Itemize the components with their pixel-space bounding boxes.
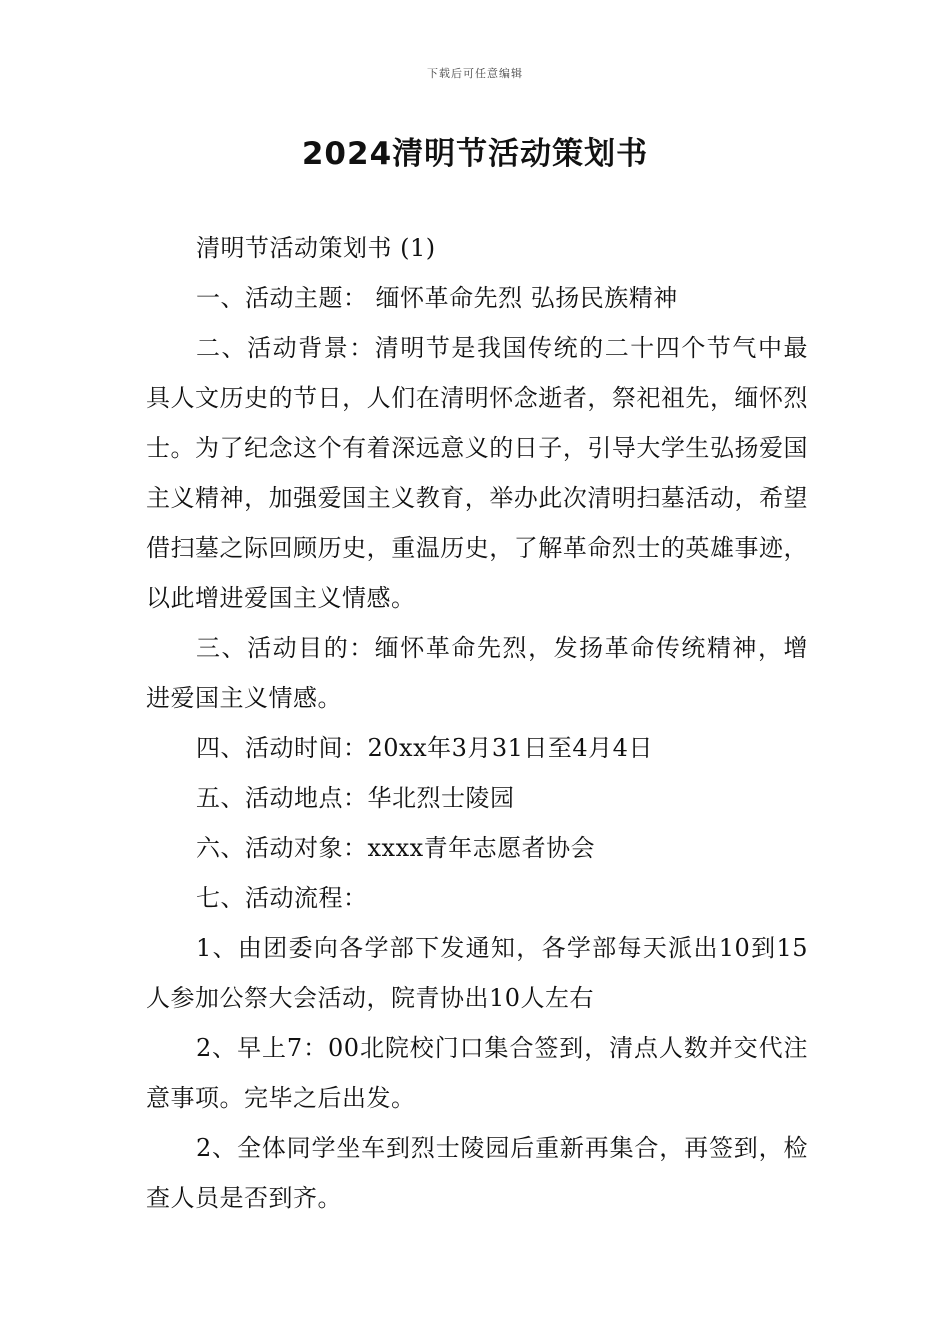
paragraph-step-2: 2、早上7：00北院校门口集合签到，清点人数并交代注意事项。完毕之后出发。 bbox=[146, 1034, 808, 1112]
paragraph-process-heading: 七、活动流程： bbox=[196, 884, 368, 912]
document-title: 2024清明节活动策划书 bbox=[301, 136, 649, 172]
paragraph-subtitle: 清明节活动策划书 (1) bbox=[196, 234, 436, 262]
paragraph-step-1: 1、由团委向各学部下发通知，各学部每天派出10到15人参加公祭大会活动，院青协出10人左右 bbox=[146, 934, 808, 1012]
paragraph-location: 五、活动地点：华北烈士陵园 bbox=[196, 784, 515, 812]
paragraph-time: 四、活动时间：20xx年3月31日至4月4日 bbox=[196, 734, 653, 762]
paragraph-participants: 六、活动对象：xxxx青年志愿者协会 bbox=[196, 834, 596, 862]
paragraph-step-3: 2、全体同学坐车到烈士陵园后重新再集合，再签到，检查人员是否到齐。 bbox=[146, 1134, 808, 1212]
header-note: 下载后可任意编辑 bbox=[427, 67, 523, 80]
paragraph-purpose: 三、活动目的：缅怀革命先烈，发扬革命传统精神，增进爱国主义情感。 bbox=[146, 634, 808, 712]
paragraph-theme: 一、活动主题： 缅怀革命先烈 弘扬民族精神 bbox=[196, 284, 678, 312]
paragraph-background: 二、活动背景：清明节是我国传统的二十四个节气中最具人文历史的节日，人们在清明怀念逝者，祭祀祖先，缅怀烈 士。为了纪念这个有着深远意义的日子，引导大学生弘扬爱国主义精神，加强爱国主义教育，举办此次清明扫墓活动，希望借扫墓之际回顾历史，重温历史，了解革命烈士的英雄事迹，以此增进爱国主义情感。 bbox=[146, 334, 808, 612]
document-body bbox=[146, 223, 808, 1223]
